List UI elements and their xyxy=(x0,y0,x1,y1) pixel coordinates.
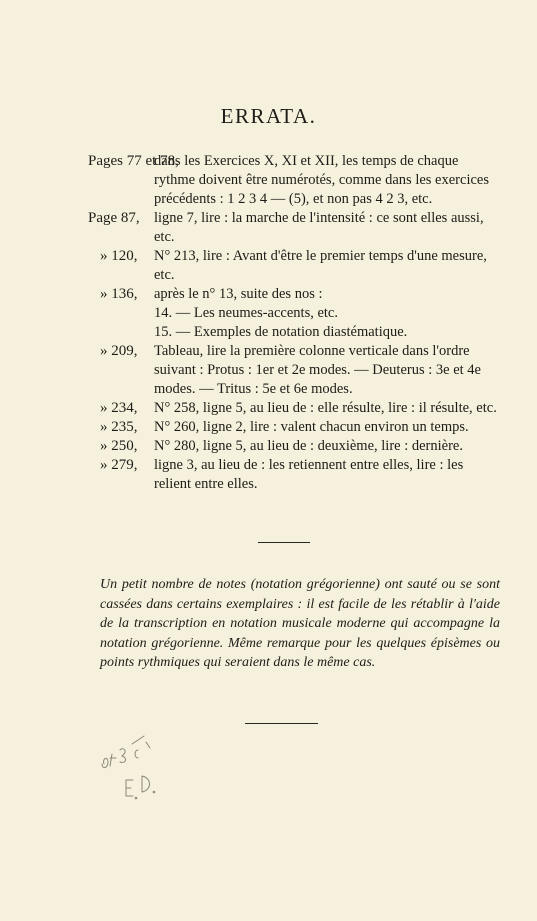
errata-entry xyxy=(88,209,500,247)
entry-subline: 14. — Les neumes-accents, etc. xyxy=(154,305,338,321)
page-title: ERRATA. xyxy=(220,104,317,128)
entry-text: N° 260, ligne 2, lire : valent chacun environ un temps. xyxy=(154,419,469,435)
errata-entry xyxy=(88,399,500,418)
footnote: Un petit nombre de notes (notation grégorienne) ont sauté ou se sont cassées dans certains exemplaires : il est facile de les rétablir à l'aide de la transcription en notation musicale moderne qui accompagne la notation grégorienne. Même remarque pour les quelques épisèmes ou points rythmiques qui seraient dans le même cas. xyxy=(100,577,500,670)
entry-label: » 120, xyxy=(100,248,138,264)
entry-label: » 235, xyxy=(100,419,138,435)
entry-label: Page 87, xyxy=(88,210,140,226)
errata-entry xyxy=(88,418,500,437)
errata-entry xyxy=(88,437,500,456)
errata-entry xyxy=(88,342,500,399)
entry-text: ligne 7, lire : la marche de l'intensité : ce sont elles aussi, etc. xyxy=(154,210,484,245)
entry-text: N° 213, lire : Avant d'être le premier temps d'une mesure, etc. xyxy=(154,248,487,283)
entry-text: ligne 3, au lieu de : les retiennent entre elles, lire : les relient entre elles. xyxy=(154,457,464,492)
handwritten-shelfmark-icon xyxy=(98,728,168,803)
divider xyxy=(258,542,310,543)
entry-text: N° 280, ligne 5, au lieu de : deuxième, lire : dernière. xyxy=(154,438,463,454)
entry-text: Tableau, lire la première colonne verticale dans l'ordre suivant : Protus : 1er et 2e modes. — Deuterus : 3e et 4e modes. — Tritus : 5e et 6e modes. xyxy=(154,343,481,397)
divider xyxy=(245,723,318,724)
entry-label: Pages 77 et 78, xyxy=(88,153,179,169)
entry-label: » 136, xyxy=(100,286,138,302)
errata-entry xyxy=(88,456,500,494)
entry-subline: 15. — Exemples de notation diastématique. xyxy=(154,324,408,340)
entry-label: » 279, xyxy=(100,457,138,473)
entry-text: dans les Exercices X, XI et XII, les temps de chaque rythme doivent être numérotés, comme dans les exercices précédents : 1 2 3 4 — (5), et non pas 4 2 3, etc. xyxy=(154,153,489,207)
errata-entry xyxy=(88,247,500,285)
entry-text: N° 258, ligne 5, au lieu de : elle résulte, lire : il résulte, etc. xyxy=(154,400,497,416)
entry-label: » 209, xyxy=(100,343,138,359)
entry-label: » 234, xyxy=(100,400,138,416)
entry-text: après le n° 13, suite des nos : xyxy=(154,286,323,302)
errata-list xyxy=(88,152,500,494)
errata-entry xyxy=(88,285,500,304)
errata-entry xyxy=(88,152,500,209)
entry-label: » 250, xyxy=(100,438,138,454)
